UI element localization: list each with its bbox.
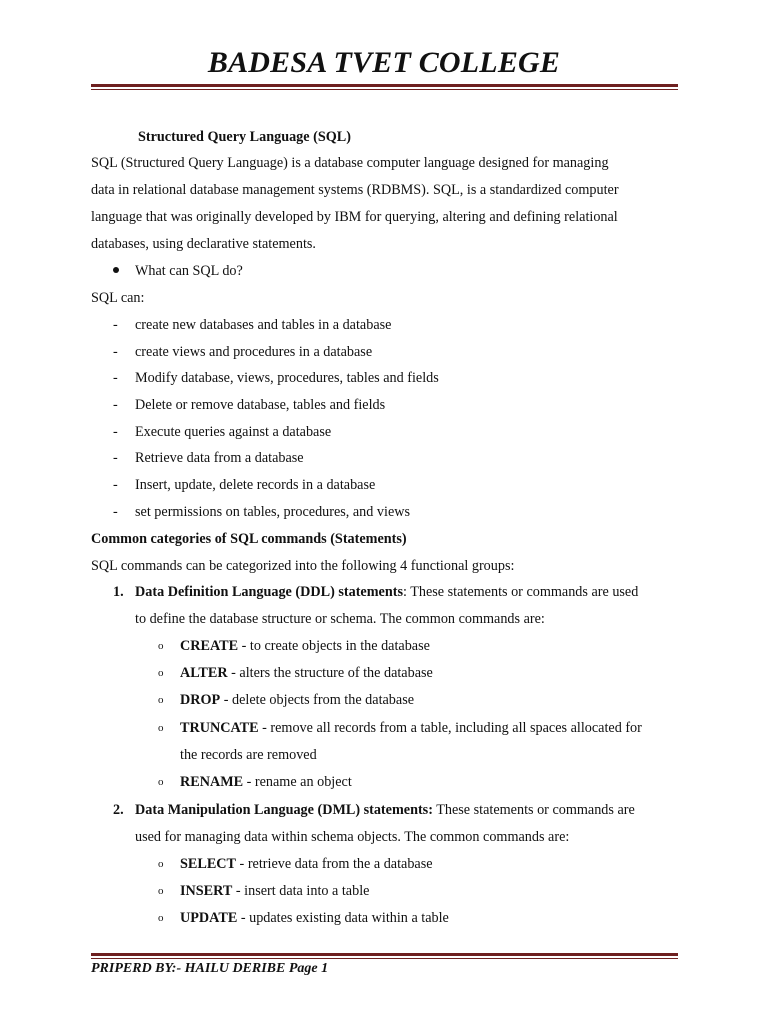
dml-command — [180, 882, 369, 900]
list-item: Delete or remove database, tables and fields — [135, 397, 386, 413]
command-name: SELECT — [180, 856, 236, 872]
dml-heading — [135, 801, 635, 819]
page-footer: PRIPERD BY:- HAILU DERIBE Page 1 — [91, 961, 329, 976]
ddl-desc: : These statements or commands are used — [402, 584, 639, 600]
command-desc: - delete objects from the database — [220, 692, 415, 708]
command-name: UPDATE — [180, 910, 238, 926]
footer-rule-thin — [91, 958, 678, 959]
list-item: Retrieve data from a database — [135, 450, 304, 466]
intro-line: language that was originally developed by IBM for querying, altering and defining relational — [91, 209, 618, 225]
bullet-dot-icon — [113, 267, 119, 273]
ddl-command — [180, 719, 642, 737]
dml-command — [180, 855, 433, 873]
command-desc-continued: the records are removed — [180, 747, 317, 763]
dash-marker: - — [113, 317, 118, 333]
circle-bullet-icon: o — [158, 776, 164, 788]
circle-bullet-icon: o — [158, 694, 164, 706]
dash-marker: - — [113, 450, 118, 466]
intro-line: data in relational database management systems (RDBMS). SQL, is a standardized computer — [91, 182, 619, 198]
section-title: Structured Query Language (SQL) — [138, 129, 351, 145]
dash-marker: - — [113, 477, 118, 493]
circle-bullet-icon: o — [158, 858, 164, 870]
list-item: Insert, update, delete records in a database — [135, 477, 376, 493]
ddl-command — [180, 773, 352, 791]
header-rule-thin — [91, 89, 678, 90]
ddl-title: Data Definition Language (DDL) statements — [135, 584, 403, 600]
dml-desc-line2: used for managing data within schema objects. The common commands are: — [135, 829, 570, 845]
list-item: Execute queries against a database — [135, 424, 332, 440]
dml-number: 2. — [113, 802, 124, 818]
command-name: DROP — [180, 692, 221, 708]
command-desc: - alters the structure of the database — [227, 665, 433, 681]
command-desc: - to create objects in the database — [238, 638, 430, 654]
ddl-desc-line2: to define the database structure or schema. The common commands are: — [135, 611, 545, 627]
dml-desc: These statements or commands are — [432, 802, 635, 818]
command-desc: - remove all records from a table, including all spaces allocated for — [258, 720, 642, 736]
command-desc: - insert data into a table — [232, 883, 370, 899]
footer-rule-thick — [91, 953, 678, 956]
command-desc: - rename an object — [243, 774, 352, 790]
list-item: create new databases and tables in a database — [135, 317, 392, 333]
ddl-command — [180, 691, 414, 709]
circle-bullet-icon: o — [158, 640, 164, 652]
ddl-heading — [135, 583, 638, 601]
circle-bullet-icon: o — [158, 885, 164, 897]
sql-can-label: SQL can: — [91, 290, 145, 306]
categories-intro: SQL commands can be categorized into the following 4 functional groups: — [91, 558, 515, 574]
dml-title: Data Manipulation Language (DML) statements: — [135, 802, 433, 818]
categories-heading: Common categories of SQL commands (Statements) — [91, 531, 407, 547]
command-name: INSERT — [180, 883, 233, 899]
list-item: create views and procedures in a database — [135, 344, 373, 360]
intro-line: SQL (Structured Query Language) is a database computer language designed for managing — [91, 155, 609, 171]
ddl-command — [180, 637, 430, 655]
ddl-number: 1. — [113, 584, 124, 600]
list-item: Modify database, views, procedures, tables and fields — [135, 370, 439, 386]
dml-command — [180, 909, 449, 927]
header-rule-thick — [91, 84, 678, 87]
circle-bullet-icon: o — [158, 722, 164, 734]
command-name: CREATE — [180, 638, 239, 654]
dash-marker: - — [113, 397, 118, 413]
ddl-command — [180, 664, 433, 682]
command-name: ALTER — [180, 665, 228, 681]
dash-marker: - — [113, 344, 118, 360]
page-header-title: BADESA TVET COLLEGE — [207, 46, 561, 79]
dash-marker: - — [113, 424, 118, 440]
circle-bullet-icon: o — [158, 912, 164, 924]
command-desc: - updates existing data within a table — [237, 910, 449, 926]
dash-marker: - — [113, 370, 118, 386]
list-item: set permissions on tables, procedures, and views — [135, 504, 411, 520]
command-desc: - retrieve data from the a database — [236, 856, 433, 872]
bullet-question: What can SQL do? — [135, 263, 243, 279]
command-name: TRUNCATE — [180, 720, 259, 736]
dash-marker: - — [113, 504, 118, 520]
circle-bullet-icon: o — [158, 667, 164, 679]
intro-line: databases, using declarative statements. — [91, 236, 316, 252]
command-name: RENAME — [180, 774, 244, 790]
